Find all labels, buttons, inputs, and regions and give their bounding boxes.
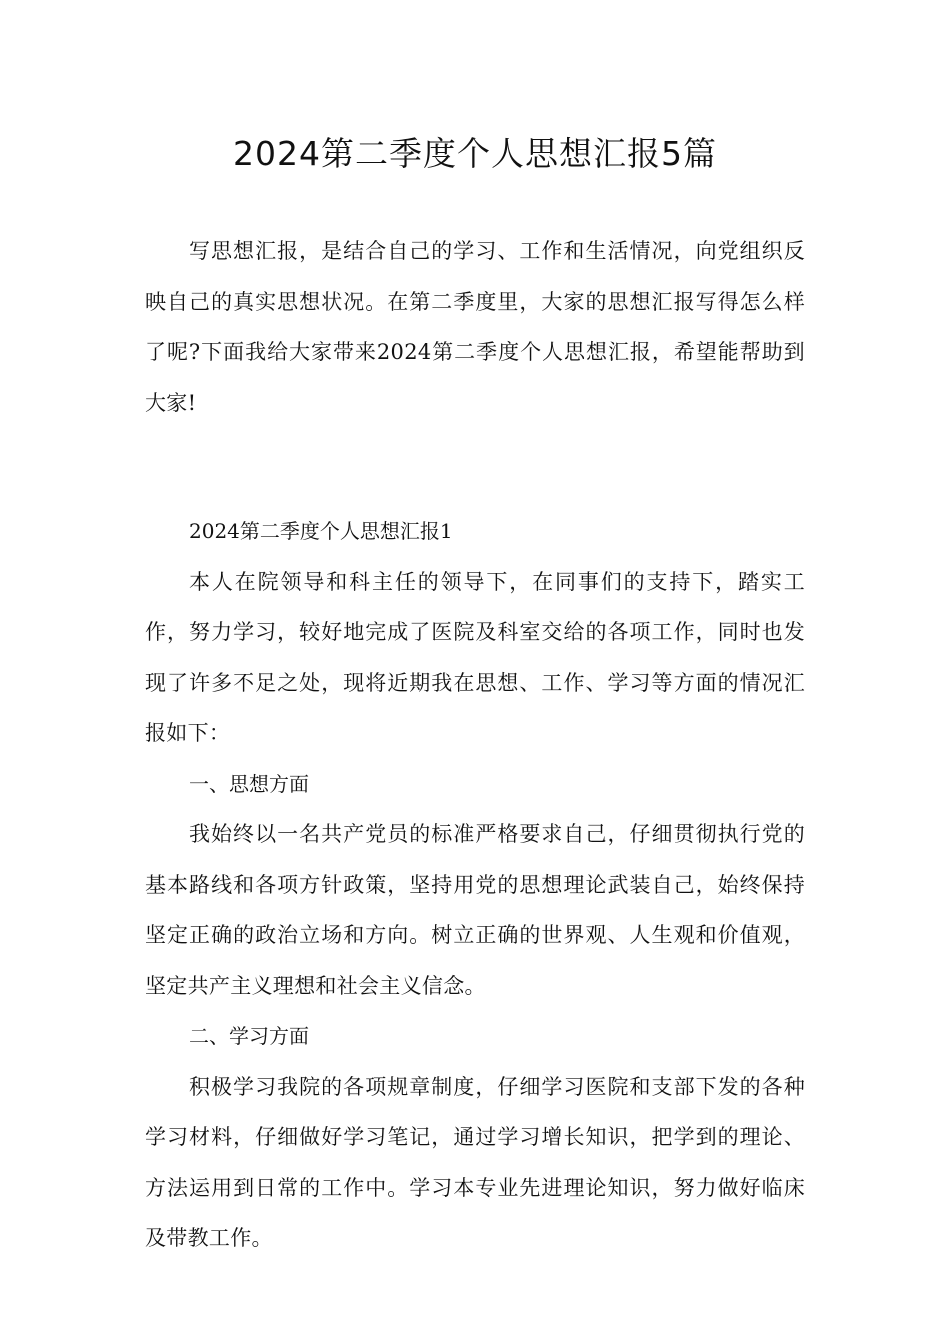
section-title-study: 二、学习方面 — [189, 1024, 309, 1048]
opening-paragraph: 本人在院领导和科主任的领导下，在同事们的支持下，踏实工作，努力学习，较好地完成了医院及科室交给的各项工作，同时也发现了许多不足之处，现将近期我在思想、工作、学习等方面的情况汇报如下： — [145, 569, 805, 745]
report-heading: 2024第二季度个人思想汇报1 — [189, 519, 453, 543]
intro-paragraph: 写思想汇报，是结合自己的学习、工作和生活情况，向党组织反映自己的真实思想状况。在第二季度里，大家的思想汇报写得怎么样了呢?下面我给大家带来2024第二季度个人思想汇报，希望能帮助到大家! — [145, 239, 805, 415]
section-paragraph-study: 积极学习我院的各项规章制度，仔细学习医院和支部下发的各种学习材料，仔细做好学习笔记，通过学习增长知识，把学到的理论、方法运用到日常的工作中。学习本专业先进理论知识，努力做好临床及带教工作。 — [145, 1074, 805, 1250]
document-body — [145, 226, 805, 1264]
section-paragraph-thought: 我始终以一名共产党员的标准严格要求自己，仔细贯彻执行党的基本路线和各项方针政策，坚持用党的思想理论武装自己，始终保持坚定正确的政治立场和方向。树立正确的世界观、人生观和价值观，坚定共产主义理想和社会主义信念。 — [145, 822, 805, 998]
section-title-thought: 一、思想方面 — [189, 771, 309, 796]
paragraph-gap — [145, 428, 805, 506]
document-title: 2024第二季度个人思想汇报5篇 — [233, 134, 717, 173]
